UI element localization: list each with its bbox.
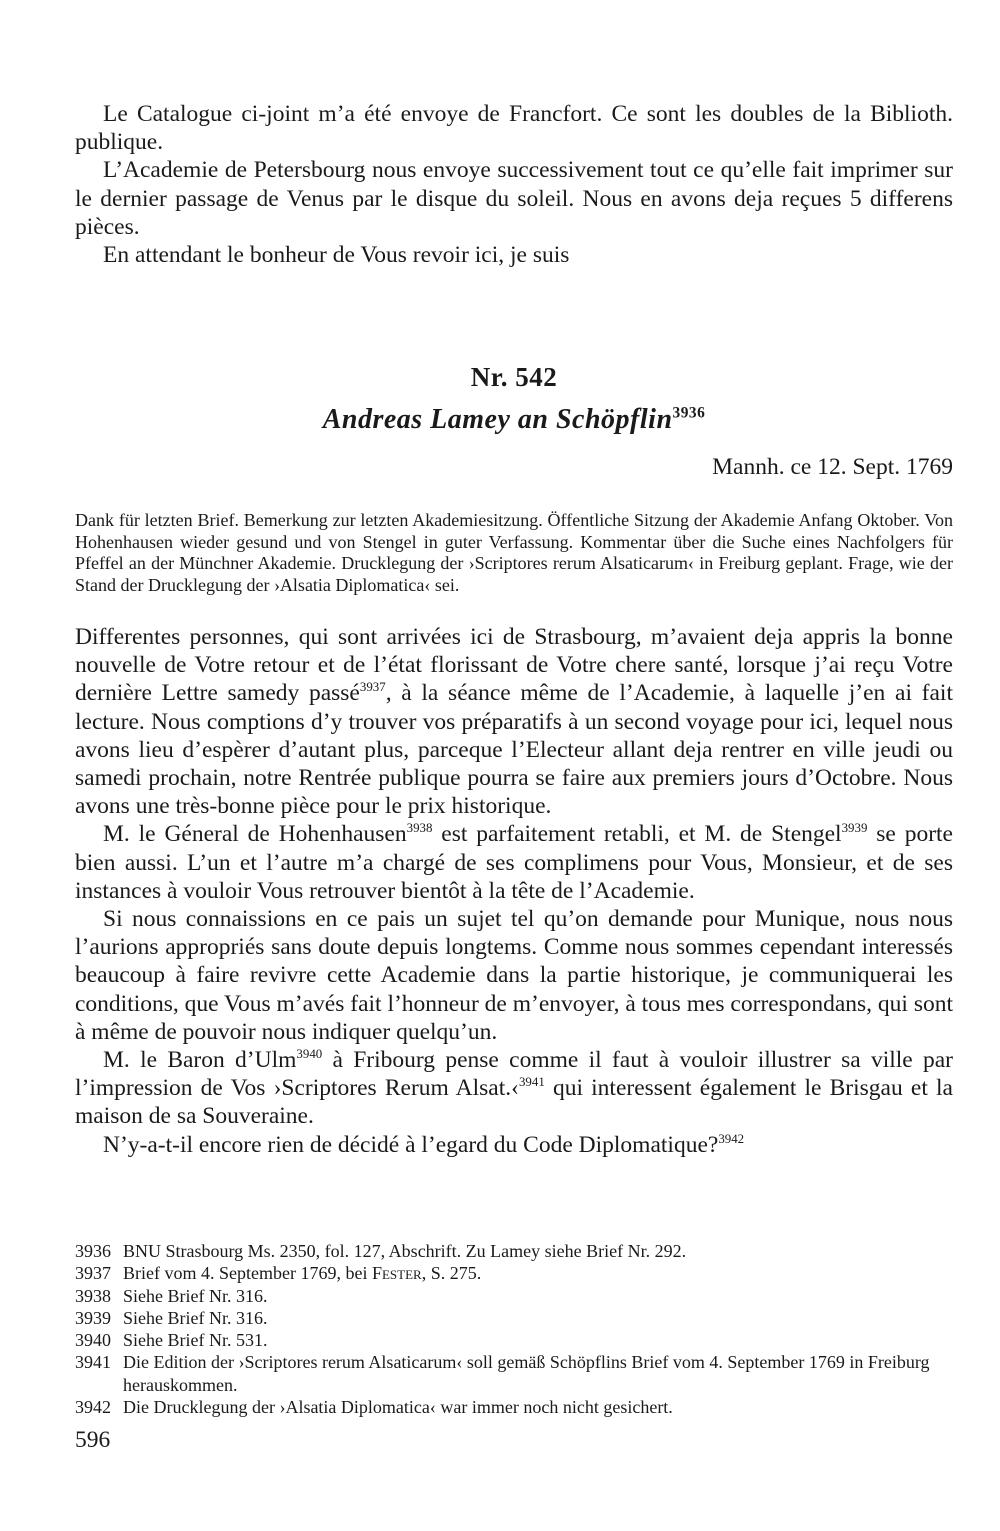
footnote [75, 1307, 953, 1329]
opening-text [75, 100, 953, 269]
body-paragraph [75, 820, 953, 905]
text-run: M. le Baron d’Ulm [103, 1047, 297, 1074]
footnote-number: 3941 [75, 1352, 111, 1373]
footnote-ref: 3942 [718, 1130, 745, 1146]
footnote-number: 3937 [75, 1263, 111, 1284]
body-paragraph [75, 1046, 953, 1131]
footnote-number: 3939 [75, 1307, 111, 1328]
text-run: M. le Géneral de Hohenhausen [103, 821, 407, 848]
footnote-text: Siehe Brief Nr. 316. [123, 1307, 268, 1328]
letter-body [75, 623, 953, 1159]
text-run: Brief vom 4. September 1769, bei [123, 1263, 372, 1284]
footnote [75, 1262, 953, 1284]
page-number: 596 [75, 1427, 111, 1453]
footnote-ref: 3938 [406, 820, 433, 836]
footnote [75, 1396, 953, 1418]
footnote [75, 1285, 953, 1307]
text-run: N’y-a-t-il encore rien de décidé à l’egard du Code Diplomatique? [103, 1131, 719, 1158]
text-run: est parfaitement retabli, et M. de Stengel [432, 821, 842, 848]
footnote-ref: 3937 [359, 679, 386, 695]
footnote-ref: 3936 [672, 404, 706, 422]
footnote-ref: 3941 [518, 1074, 545, 1090]
opening-paragraph: L’Academie de Petersbourg nous envoye successivement tout ce qu’elle fait imprimer sur le dernier passage de Venus par le disque du soleil. Nous en avons deja reçues 5 differens pièces. [75, 157, 953, 240]
opening-paragraph: Le Catalogue ci-joint m’a été envoye de Francfort. Ce sont les doubles de la Biblioth. publique. [75, 101, 953, 156]
footnote-ref: 3940 [296, 1046, 323, 1062]
text-run: à Fribourg pense comme il faut à vouloir illustrer sa ville par l’impression de Vos ›Scriptores Rerum Alsat.‹ [75, 1047, 954, 1102]
footnote-number: 3940 [75, 1330, 111, 1351]
text-run: qui interessent également le Brisgau et la maison de sa Souveraine. [75, 1075, 953, 1130]
footnote [75, 1351, 953, 1396]
footnote-number: 3938 [75, 1285, 111, 1306]
letter-title-text: Andreas Lamey an Schöpflin [322, 404, 673, 435]
letter-title [75, 404, 953, 436]
letter-summary: Dank für letzten Brief. Bemerkung zur letzten Akademiesitzung. Öffentliche Sitzung der Akademie Anfang Oktober. Von Hohenhausen wieder gesund und von Stengel in guter Verfassung. Kommentar über die Suche eines Nachfolgers für Pfeffel an der Münchner Akademie. Drucklegung der ›Scriptores rerum Alsaticarum‹ in Freiburg geplant. Frage, wie der Stand der Drucklegung der ›Alsatia Diplomatica‹ sei. [75, 510, 953, 595]
body-paragraph [75, 1131, 953, 1159]
footnote-text: Die Edition der ›Scriptores rerum Alsaticarum‹ soll gemäß Schöpflins Brief vom 4. September 1769 in Freiburg herauskommen. [123, 1352, 930, 1395]
footnote-text [123, 1262, 953, 1284]
text-run: , S. 275. [421, 1263, 482, 1284]
footnote-text: BNU Strasbourg Ms. 2350, fol. 127, Abschrift. Zu Lamey siehe Brief Nr. 292. [123, 1241, 687, 1261]
text-run: Differentes personnes, qui sont arrivées ici de Strasbourg, m’avaient deja appris la bonne nouvelle de Votre retour et de l’état florissant de Votre chere santé, lorsque j’ai reçu Votre dernière Lettre samedy passé [75, 624, 953, 707]
footnote-text: Siehe Brief Nr. 316. [123, 1285, 268, 1306]
footnote-number: 3942 [75, 1397, 111, 1418]
text-run: , à la séance même de l’Academie, à laquelle j’en ai fait lecture. Nous comptions d’y trouver vos préparatifs à un second voyage pour ici, lequel nous avons lieu d’espèrer d’autant plus, parceque l’Electeur allant deja rentrer en ville jeudi ou samedi prochain, notre Rentrée publique pourra se faire aux premiers jours d’Octobre. Nous avons une très-bonne pièce pour le prix historique. [75, 680, 953, 820]
author-name: Fester [371, 1263, 422, 1284]
footnote [75, 1240, 953, 1262]
footnote [75, 1329, 953, 1351]
footnote-number: 3936 [75, 1241, 111, 1261]
text-run: se porte bien aussi. L’un et l’autre m’a chargé de ses complimens pour Vous, Monsieur, et de ses instances à vouloir Vous retrouver bientôt à la tête de l’Academie. [75, 821, 953, 904]
closing-formula: En attendant le bonheur de Vous revoir ici, je suis [103, 242, 570, 269]
body-paragraph [75, 623, 953, 820]
place-date: Mannh. ce 12. Sept. 1769 [712, 454, 953, 480]
letter-number: Nr. 542 [470, 362, 558, 392]
footnotes [75, 1240, 953, 1418]
body-paragraph: Si nous connaissions en ce pais un sujet tel qu’on demande pour Munique, nous nous l’aurions appropriés sans doute depuis longtems. Comme nous sommes cependant interessés beaucoup à faire revivre cette Academie dans la partie historique, je communiquerai les conditions, que Vous m’avés fait l’honneur de m’envoyer, à tous mes correspondans, qui sont à même de pouvoir nous indiquer quelqu’un. [75, 906, 953, 1045]
footnote-ref: 3939 [841, 820, 868, 836]
footnote-text: Siehe Brief Nr. 531. [123, 1330, 268, 1351]
footnote-text: Die Drucklegung der ›Alsatia Diplomatica‹ war immer noch nicht gesichert. [123, 1397, 673, 1418]
